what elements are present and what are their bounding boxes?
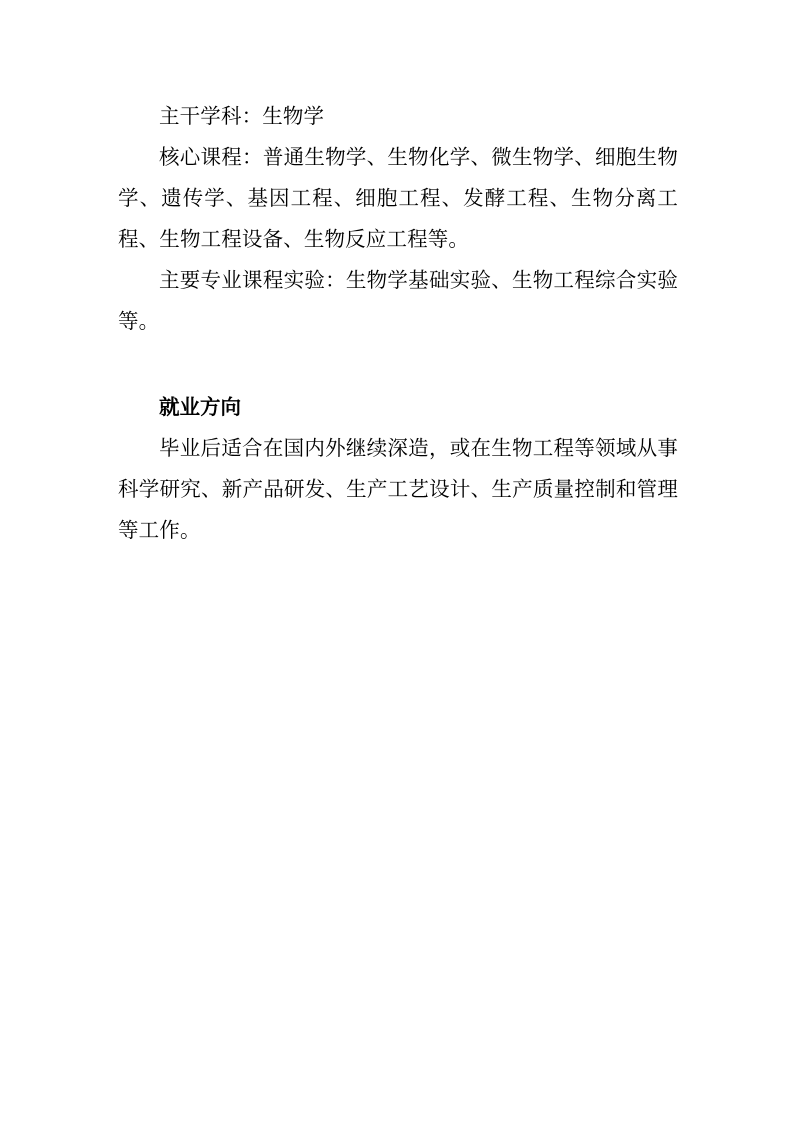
document-body: [118, 96, 678, 551]
major-subject-paragraph: 主干学科：生物学: [159, 104, 325, 128]
career-direction-paragraph: 毕业后适合在国内外继续深造，或在生物工程等领域从事科学研究、新产品研发、生产工艺设计、生产质量控制和管理等工作。: [118, 436, 678, 542]
section-spacer: [118, 342, 678, 387]
core-courses-paragraph: 核心课程：普通生物学、生物化学、微生物学、细胞生物学、遗传学、基因工程、细胞工程、发酵工程、生物分离工程、生物工程设备、生物反应工程等。: [118, 145, 678, 251]
major-experiments-paragraph: 主要专业课程实验：生物学基础实验、生物工程综合实验等。: [118, 268, 678, 333]
career-direction-heading: 就业方向: [159, 395, 241, 419]
